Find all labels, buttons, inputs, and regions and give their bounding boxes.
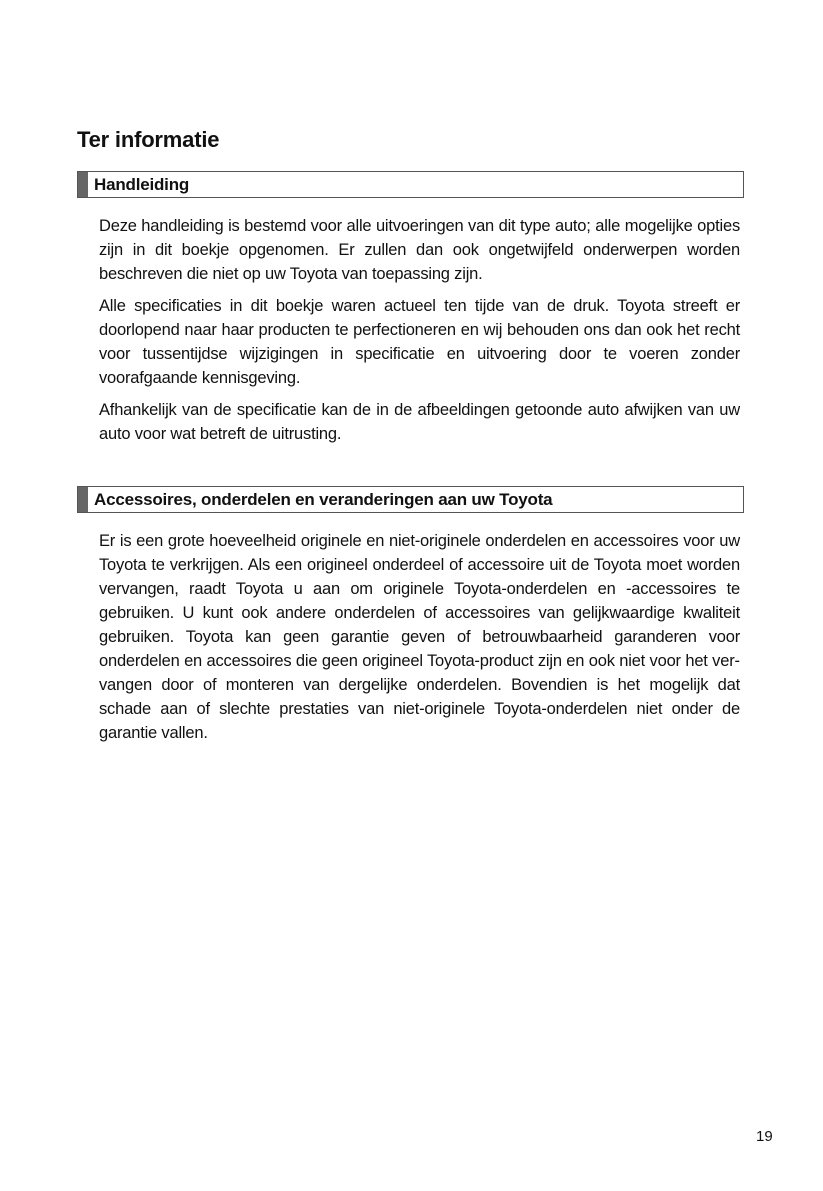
paragraph: Afhankelijk van de specificatie kan de in de afbeeldingen getoonde auto afwijken van uw auto voor wat betreft de uitrusting.	[99, 401, 740, 443]
section-marker-bar	[78, 487, 88, 512]
section-body-handleiding	[99, 214, 740, 454]
section-heading: Handleiding	[94, 174, 190, 194]
section-header-accessoires	[77, 486, 744, 513]
section-header-handleiding	[77, 171, 744, 198]
section-body-accessoires	[99, 529, 740, 753]
paragraph: Alle specificaties in dit boekje waren actueel ten tijde van de druk. Toyota streeft er doorlopend naar haar producten te perfectioneren en wij behouden ons dan ook het recht voor tussentijdse wijzigingen in specificatie en uitvoering door te voeren zonder voorafgaande kennisgeving.	[99, 297, 740, 387]
page-number: 19	[756, 1128, 773, 1145]
page-title: Ter informatie	[77, 126, 220, 152]
section-heading: Accessoires, onderdelen en veranderingen aan uw Toyota	[94, 489, 553, 509]
section-marker-bar	[78, 172, 88, 197]
paragraph: Er is een grote hoeveelheid originele en niet-originele onderdelen en accessoires voor uw Toyota te verkrijgen. Als een origineel onderdeel of accessoire uit de Toyota moet worden vervangen, raadt Toyota u aan om originele Toyota-onderdelen en -accessoires te gebruiken. U kunt ook andere onderdelen of accessoires van gelijkwaardige kwaliteit gebruiken. Toyota kan geen garantie geven of betrouwbaarheid garanderen voor onderdelen en accessoires die geen origineel Toyota-product zijn en ook niet voor het vervangen door of monteren van dergelijke onderdelen. Bovendien is het mogelijk dat schade aan of slechte prestaties van niet-originele Toyota-onderdelen niet onder de garantie vallen.	[99, 532, 740, 742]
paragraph: Deze handleiding is bestemd voor alle uitvoeringen van dit type auto; alle mogelijke opties zijn in dit boekje opgenomen. Er zullen dan ook ongetwijfeld onderwerpen worden beschreven die niet op uw Toyota van toepassing zijn.	[99, 217, 740, 283]
